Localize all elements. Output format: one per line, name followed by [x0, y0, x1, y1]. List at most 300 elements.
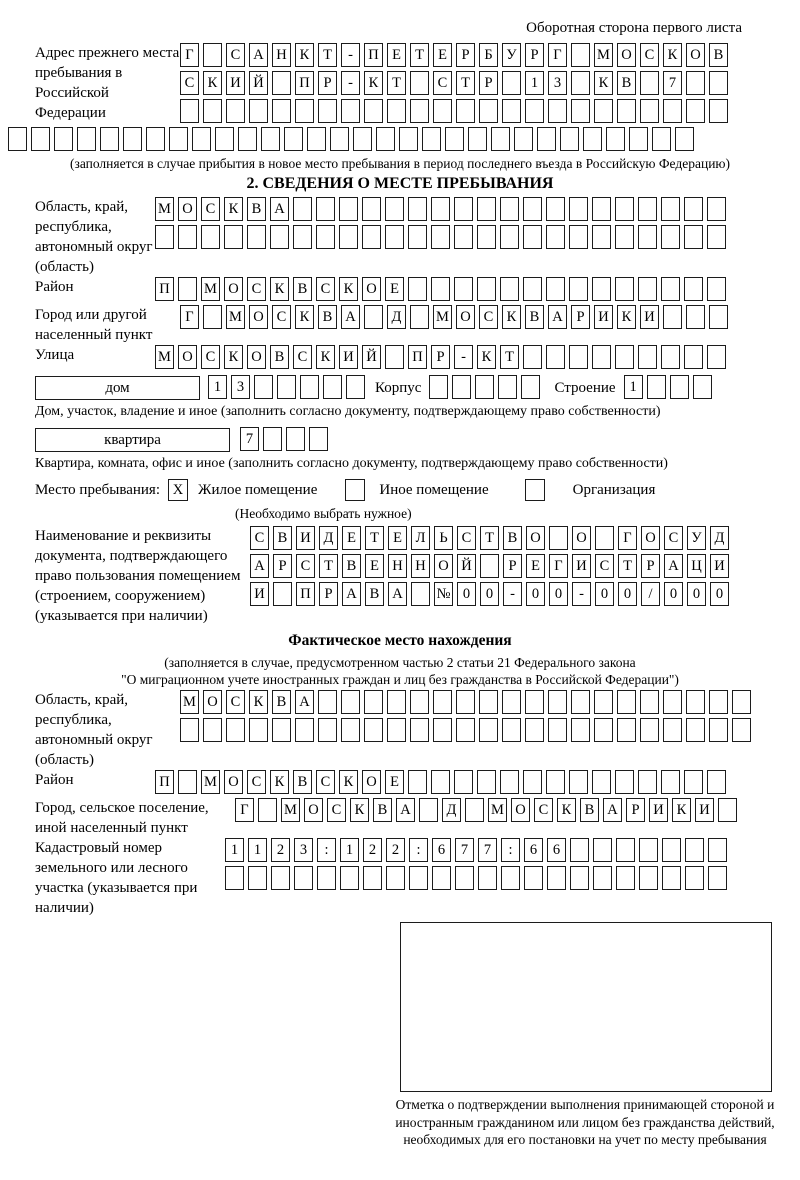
- char-box[interactable]: [686, 718, 705, 742]
- char-box[interactable]: [323, 375, 342, 399]
- char-box[interactable]: [272, 99, 291, 123]
- char-box[interactable]: О: [224, 770, 243, 794]
- char-box[interactable]: А: [270, 197, 289, 221]
- char-box[interactable]: [500, 277, 519, 301]
- checkbox-residential[interactable]: X: [168, 479, 188, 501]
- char-box[interactable]: 1: [225, 838, 244, 862]
- char-box[interactable]: 0: [710, 582, 729, 606]
- char-box[interactable]: С: [247, 277, 266, 301]
- char-box[interactable]: [479, 99, 498, 123]
- char-box[interactable]: [399, 127, 418, 151]
- char-box[interactable]: К: [477, 345, 496, 369]
- char-box[interactable]: С: [595, 554, 614, 578]
- char-box[interactable]: [454, 225, 473, 249]
- char-box[interactable]: Р: [273, 554, 292, 578]
- char-box[interactable]: О: [203, 690, 222, 714]
- char-box[interactable]: С: [180, 71, 199, 95]
- char-box[interactable]: К: [663, 43, 682, 67]
- char-box[interactable]: 7: [663, 71, 682, 95]
- char-box[interactable]: [273, 582, 292, 606]
- checkbox-other-premises[interactable]: [345, 479, 365, 501]
- char-box[interactable]: [548, 690, 567, 714]
- char-box[interactable]: [569, 345, 588, 369]
- char-box[interactable]: [502, 99, 521, 123]
- char-box[interactable]: [652, 127, 671, 151]
- char-box[interactable]: [570, 866, 589, 890]
- char-box[interactable]: О: [511, 798, 530, 822]
- char-box[interactable]: [225, 866, 244, 890]
- checkbox-organization[interactable]: [525, 479, 545, 501]
- char-box[interactable]: Т: [500, 345, 519, 369]
- char-box[interactable]: [685, 838, 704, 862]
- char-box[interactable]: И: [710, 554, 729, 578]
- char-box[interactable]: О: [434, 554, 453, 578]
- char-box[interactable]: [593, 866, 612, 890]
- char-box[interactable]: Е: [526, 554, 545, 578]
- char-box[interactable]: С: [316, 277, 335, 301]
- char-box[interactable]: -: [572, 582, 591, 606]
- char-box[interactable]: -: [454, 345, 473, 369]
- char-box[interactable]: А: [388, 582, 407, 606]
- char-box[interactable]: [732, 718, 751, 742]
- char-box[interactable]: [387, 718, 406, 742]
- char-box[interactable]: П: [155, 770, 174, 794]
- char-box[interactable]: А: [295, 690, 314, 714]
- char-box[interactable]: 7: [478, 838, 497, 862]
- char-box[interactable]: [433, 690, 452, 714]
- char-box[interactable]: М: [201, 277, 220, 301]
- char-box[interactable]: К: [617, 305, 636, 329]
- char-box[interactable]: [615, 277, 634, 301]
- char-box[interactable]: 1: [208, 375, 227, 399]
- char-box[interactable]: Г: [235, 798, 254, 822]
- char-box[interactable]: 1: [248, 838, 267, 862]
- char-box[interactable]: [317, 866, 336, 890]
- char-box[interactable]: [685, 866, 704, 890]
- char-box[interactable]: [571, 718, 590, 742]
- char-box[interactable]: 0: [618, 582, 637, 606]
- char-box[interactable]: [707, 770, 726, 794]
- char-box[interactable]: О: [224, 277, 243, 301]
- char-box[interactable]: 3: [548, 71, 567, 95]
- char-box[interactable]: [592, 277, 611, 301]
- char-box[interactable]: 2: [363, 838, 382, 862]
- char-box[interactable]: [524, 866, 543, 890]
- char-box[interactable]: [615, 770, 634, 794]
- char-box[interactable]: [309, 427, 328, 451]
- char-box[interactable]: [408, 770, 427, 794]
- char-box[interactable]: [341, 718, 360, 742]
- char-box[interactable]: А: [396, 798, 415, 822]
- char-box[interactable]: [592, 225, 611, 249]
- char-box[interactable]: [684, 225, 703, 249]
- char-box[interactable]: Г: [549, 554, 568, 578]
- char-box[interactable]: [638, 277, 657, 301]
- char-box[interactable]: [684, 345, 703, 369]
- char-box[interactable]: [362, 197, 381, 221]
- char-box[interactable]: [353, 127, 372, 151]
- char-box[interactable]: [709, 305, 728, 329]
- char-box[interactable]: [431, 277, 450, 301]
- char-box[interactable]: О: [617, 43, 636, 67]
- char-box[interactable]: [686, 690, 705, 714]
- char-box[interactable]: [238, 127, 257, 151]
- char-box[interactable]: Г: [180, 43, 199, 67]
- char-box[interactable]: Л: [411, 526, 430, 550]
- char-box[interactable]: И: [296, 526, 315, 550]
- char-box[interactable]: С: [226, 690, 245, 714]
- char-box[interactable]: К: [224, 345, 243, 369]
- char-box[interactable]: [647, 375, 666, 399]
- char-box[interactable]: [54, 127, 73, 151]
- char-box[interactable]: Г: [548, 43, 567, 67]
- char-box[interactable]: №: [434, 582, 453, 606]
- char-box[interactable]: А: [603, 798, 622, 822]
- char-box[interactable]: [480, 554, 499, 578]
- char-box[interactable]: [468, 127, 487, 151]
- char-box[interactable]: [549, 526, 568, 550]
- char-box[interactable]: [606, 127, 625, 151]
- char-box[interactable]: [203, 718, 222, 742]
- char-box[interactable]: [498, 375, 517, 399]
- char-box[interactable]: О: [641, 526, 660, 550]
- char-box[interactable]: [479, 690, 498, 714]
- char-box[interactable]: [548, 718, 567, 742]
- char-box[interactable]: С: [457, 526, 476, 550]
- char-box[interactable]: С: [433, 71, 452, 95]
- char-box[interactable]: -: [341, 71, 360, 95]
- char-box[interactable]: Р: [626, 798, 645, 822]
- char-box[interactable]: [709, 99, 728, 123]
- char-box[interactable]: [500, 225, 519, 249]
- char-box[interactable]: В: [373, 798, 392, 822]
- char-box[interactable]: [629, 127, 648, 151]
- char-box[interactable]: [293, 225, 312, 249]
- char-box[interactable]: [284, 127, 303, 151]
- char-box[interactable]: [615, 345, 634, 369]
- char-box[interactable]: [501, 866, 520, 890]
- char-box[interactable]: [254, 375, 273, 399]
- char-box[interactable]: И: [594, 305, 613, 329]
- char-box[interactable]: А: [548, 305, 567, 329]
- char-box[interactable]: Р: [503, 554, 522, 578]
- char-box[interactable]: [201, 225, 220, 249]
- char-box[interactable]: [707, 345, 726, 369]
- char-box[interactable]: [316, 225, 335, 249]
- char-box[interactable]: [639, 838, 658, 862]
- char-box[interactable]: [341, 99, 360, 123]
- char-box[interactable]: [616, 838, 635, 862]
- char-box[interactable]: [307, 127, 326, 151]
- char-box[interactable]: [272, 718, 291, 742]
- char-box[interactable]: 7: [455, 838, 474, 862]
- char-box[interactable]: [686, 99, 705, 123]
- char-box[interactable]: Е: [385, 277, 404, 301]
- char-box[interactable]: [295, 718, 314, 742]
- char-box[interactable]: :: [409, 838, 428, 862]
- char-box[interactable]: И: [640, 305, 659, 329]
- char-box[interactable]: [363, 866, 382, 890]
- char-box[interactable]: [684, 770, 703, 794]
- char-box[interactable]: [445, 127, 464, 151]
- char-box[interactable]: В: [247, 197, 266, 221]
- char-box[interactable]: [364, 690, 383, 714]
- char-box[interactable]: [707, 225, 726, 249]
- char-box[interactable]: [410, 305, 429, 329]
- char-box[interactable]: П: [364, 43, 383, 67]
- char-box[interactable]: В: [293, 770, 312, 794]
- char-box[interactable]: Н: [272, 43, 291, 67]
- char-box[interactable]: [226, 718, 245, 742]
- char-box[interactable]: С: [272, 305, 291, 329]
- char-box[interactable]: [569, 770, 588, 794]
- char-box[interactable]: Е: [387, 43, 406, 67]
- char-box[interactable]: [594, 99, 613, 123]
- char-box[interactable]: [661, 277, 680, 301]
- char-box[interactable]: К: [672, 798, 691, 822]
- char-box[interactable]: Ц: [687, 554, 706, 578]
- char-box[interactable]: М: [281, 798, 300, 822]
- char-box[interactable]: А: [664, 554, 683, 578]
- char-box[interactable]: 1: [624, 375, 643, 399]
- char-box[interactable]: [362, 225, 381, 249]
- char-box[interactable]: С: [201, 197, 220, 221]
- char-box[interactable]: [376, 127, 395, 151]
- char-box[interactable]: 0: [595, 582, 614, 606]
- char-box[interactable]: [341, 690, 360, 714]
- char-box[interactable]: [615, 225, 634, 249]
- char-box[interactable]: [502, 71, 521, 95]
- char-box[interactable]: [523, 345, 542, 369]
- char-box[interactable]: К: [350, 798, 369, 822]
- char-box[interactable]: Е: [388, 526, 407, 550]
- char-box[interactable]: [432, 866, 451, 890]
- char-box[interactable]: [203, 43, 222, 67]
- char-box[interactable]: С: [247, 770, 266, 794]
- char-box[interactable]: Й: [362, 345, 381, 369]
- char-box[interactable]: [364, 718, 383, 742]
- char-box[interactable]: Р: [571, 305, 590, 329]
- char-box[interactable]: [295, 99, 314, 123]
- char-box[interactable]: [640, 690, 659, 714]
- char-box[interactable]: О: [249, 305, 268, 329]
- char-box[interactable]: [410, 690, 429, 714]
- char-box[interactable]: О: [304, 798, 323, 822]
- char-box[interactable]: [521, 375, 540, 399]
- char-box[interactable]: П: [295, 71, 314, 95]
- char-box[interactable]: В: [293, 277, 312, 301]
- char-box[interactable]: [224, 225, 243, 249]
- char-box[interactable]: Т: [318, 43, 337, 67]
- char-box[interactable]: А: [341, 305, 360, 329]
- apartment-type-box[interactable]: квартира: [35, 428, 230, 452]
- char-box[interactable]: [583, 127, 602, 151]
- char-box[interactable]: [454, 770, 473, 794]
- char-box[interactable]: В: [273, 526, 292, 550]
- char-box[interactable]: Г: [180, 305, 199, 329]
- char-box[interactable]: М: [433, 305, 452, 329]
- char-box[interactable]: [709, 690, 728, 714]
- char-box[interactable]: В: [270, 345, 289, 369]
- char-box[interactable]: [617, 690, 636, 714]
- char-box[interactable]: Е: [433, 43, 452, 67]
- char-box[interactable]: [318, 690, 337, 714]
- char-box[interactable]: Д: [319, 526, 338, 550]
- char-box[interactable]: [571, 43, 590, 67]
- char-box[interactable]: К: [502, 305, 521, 329]
- char-box[interactable]: С: [664, 526, 683, 550]
- char-box[interactable]: М: [488, 798, 507, 822]
- char-box[interactable]: [638, 225, 657, 249]
- char-box[interactable]: [502, 690, 521, 714]
- char-box[interactable]: [387, 99, 406, 123]
- char-box[interactable]: Д: [710, 526, 729, 550]
- char-box[interactable]: :: [317, 838, 336, 862]
- char-box[interactable]: Р: [456, 43, 475, 67]
- char-box[interactable]: 2: [386, 838, 405, 862]
- char-box[interactable]: Т: [456, 71, 475, 95]
- char-box[interactable]: [169, 127, 188, 151]
- char-box[interactable]: 6: [432, 838, 451, 862]
- char-box[interactable]: Р: [318, 71, 337, 95]
- char-box[interactable]: [339, 197, 358, 221]
- char-box[interactable]: [595, 526, 614, 550]
- char-box[interactable]: О: [526, 526, 545, 550]
- char-box[interactable]: [663, 305, 682, 329]
- char-box[interactable]: С: [226, 43, 245, 67]
- char-box[interactable]: [569, 225, 588, 249]
- char-box[interactable]: Т: [319, 554, 338, 578]
- char-box[interactable]: 0: [687, 582, 706, 606]
- char-box[interactable]: [8, 127, 27, 151]
- char-box[interactable]: [707, 277, 726, 301]
- char-box[interactable]: [684, 197, 703, 221]
- char-box[interactable]: М: [180, 690, 199, 714]
- char-box[interactable]: В: [617, 71, 636, 95]
- char-box[interactable]: Й: [457, 554, 476, 578]
- char-box[interactable]: [640, 99, 659, 123]
- char-box[interactable]: -: [503, 582, 522, 606]
- char-box[interactable]: [410, 71, 429, 95]
- char-box[interactable]: [410, 718, 429, 742]
- char-box[interactable]: И: [695, 798, 714, 822]
- char-box[interactable]: [477, 225, 496, 249]
- char-box[interactable]: С: [296, 554, 315, 578]
- char-box[interactable]: [537, 127, 556, 151]
- char-box[interactable]: 0: [664, 582, 683, 606]
- char-box[interactable]: П: [155, 277, 174, 301]
- char-box[interactable]: К: [295, 305, 314, 329]
- char-box[interactable]: П: [408, 345, 427, 369]
- char-box[interactable]: [385, 197, 404, 221]
- char-box[interactable]: В: [709, 43, 728, 67]
- char-box[interactable]: [594, 718, 613, 742]
- char-box[interactable]: К: [295, 43, 314, 67]
- char-box[interactable]: [571, 99, 590, 123]
- char-box[interactable]: [409, 866, 428, 890]
- char-box[interactable]: Р: [319, 582, 338, 606]
- char-box[interactable]: К: [364, 71, 383, 95]
- char-box[interactable]: [571, 690, 590, 714]
- char-box[interactable]: [178, 770, 197, 794]
- char-box[interactable]: Б: [479, 43, 498, 67]
- char-box[interactable]: Н: [388, 554, 407, 578]
- char-box[interactable]: [178, 225, 197, 249]
- char-box[interactable]: [592, 345, 611, 369]
- char-box[interactable]: /: [641, 582, 660, 606]
- char-box[interactable]: [386, 866, 405, 890]
- char-box[interactable]: [616, 866, 635, 890]
- char-box[interactable]: Т: [480, 526, 499, 550]
- char-box[interactable]: О: [178, 345, 197, 369]
- char-box[interactable]: Т: [618, 554, 637, 578]
- char-box[interactable]: Р: [431, 345, 450, 369]
- char-box[interactable]: 0: [549, 582, 568, 606]
- char-box[interactable]: М: [155, 197, 174, 221]
- char-box[interactable]: С: [201, 345, 220, 369]
- char-box[interactable]: Р: [479, 71, 498, 95]
- char-box[interactable]: [477, 277, 496, 301]
- char-box[interactable]: [249, 99, 268, 123]
- char-box[interactable]: [523, 197, 542, 221]
- char-box[interactable]: [661, 770, 680, 794]
- char-box[interactable]: [433, 718, 452, 742]
- char-box[interactable]: К: [224, 197, 243, 221]
- char-box[interactable]: [662, 866, 681, 890]
- char-box[interactable]: [300, 375, 319, 399]
- char-box[interactable]: [263, 427, 282, 451]
- char-box[interactable]: [248, 866, 267, 890]
- char-box[interactable]: 1: [525, 71, 544, 95]
- char-box[interactable]: 0: [480, 582, 499, 606]
- char-box[interactable]: В: [365, 582, 384, 606]
- char-box[interactable]: У: [687, 526, 706, 550]
- char-box[interactable]: [640, 71, 659, 95]
- char-box[interactable]: [249, 718, 268, 742]
- char-box[interactable]: [385, 225, 404, 249]
- char-box[interactable]: И: [339, 345, 358, 369]
- char-box[interactable]: [525, 690, 544, 714]
- char-box[interactable]: К: [270, 277, 289, 301]
- char-box[interactable]: [465, 798, 484, 822]
- char-box[interactable]: О: [686, 43, 705, 67]
- char-box[interactable]: [318, 99, 337, 123]
- char-box[interactable]: [491, 127, 510, 151]
- char-box[interactable]: [523, 277, 542, 301]
- char-box[interactable]: [638, 770, 657, 794]
- char-box[interactable]: [226, 99, 245, 123]
- char-box[interactable]: [408, 277, 427, 301]
- char-box[interactable]: [258, 798, 277, 822]
- char-box[interactable]: К: [594, 71, 613, 95]
- char-box[interactable]: [411, 582, 430, 606]
- char-box[interactable]: 1: [340, 838, 359, 862]
- char-box[interactable]: [707, 197, 726, 221]
- char-box[interactable]: О: [572, 526, 591, 550]
- char-box[interactable]: О: [362, 770, 381, 794]
- char-box[interactable]: [475, 375, 494, 399]
- char-box[interactable]: [433, 99, 452, 123]
- char-box[interactable]: О: [362, 277, 381, 301]
- char-box[interactable]: [456, 718, 475, 742]
- char-box[interactable]: С: [316, 770, 335, 794]
- char-box[interactable]: [546, 345, 565, 369]
- char-box[interactable]: [708, 866, 727, 890]
- char-box[interactable]: У: [502, 43, 521, 67]
- char-box[interactable]: [661, 225, 680, 249]
- char-box[interactable]: [523, 770, 542, 794]
- char-box[interactable]: М: [226, 305, 245, 329]
